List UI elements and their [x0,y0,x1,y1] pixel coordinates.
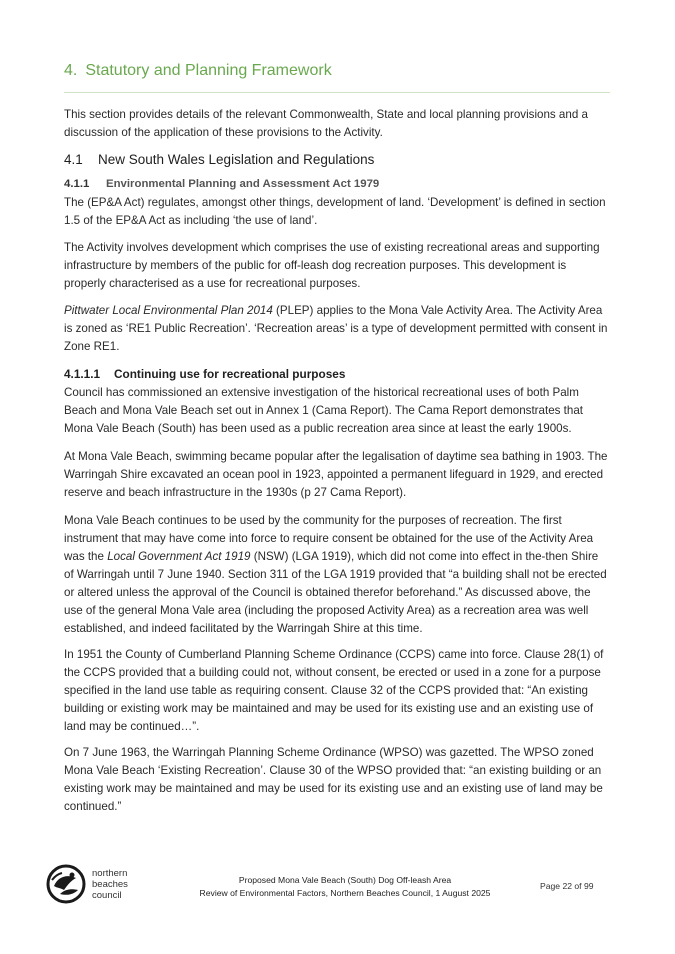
logo-line-council: council [92,890,122,901]
section-number: 4. [64,62,78,79]
paragraph-wpso: On 7 June 1963, the Warringah Planning Scheme Ordinance (WPSO) was gazetted. The WPSO zoned Mona Vale Beach ‘Existing Recreation’. Clause 30 of the WPSO provided that: “an existing building or an existing work may be maintained and may be used for its existing use and an existing use of land may be continued.” [64,746,603,813]
paragraph-activity-development: The Activity involves development which comprises the use of existing recreational areas and supporting infrastructure by members of the public for off-leash dog recreation purposes. This development is properly characterised as a use for recreational purposes. [64,241,600,290]
paragraph-heading-number: 4.1.1.1 [64,367,101,381]
subsection-number: 4.1 [64,152,83,167]
subsubsection-heading [64,178,379,190]
footer-logo-text [92,868,128,901]
paragraph-cama-report: Council has commissioned an extensive investigation of the historical recreational uses of both Palm Beach and Mona Vale Beach set out in Annex 1 (Cama Report). The Cama Report demonstrates that Mona Vale Beach (South) has been used as a public recreation area since at least the early 1900s. [64,386,584,435]
lga-text-a: Mona Vale Beach continues to be used by the community for the purposes of recreation. The first instrument that may have come into force to require consent be obtained for the use of the Activity Area was the [64,514,594,563]
paragraph-swimming-history: At Mona Vale Beach, swimming became popular after the legalisation of daytime sea bathing in 1903. The Warringah Shire excavated an ocean pool in 1923, appointed a permanent lifeguard in 1929, and erected reserve and beach infrastructure in the 1930s (p 27 Cama Report). [64,450,608,499]
footer-title [180,874,510,900]
paragraph-heading [64,367,345,381]
paragraph-epa-act: The (EP&A Act) regulates, amongst other things, development of land. ‘Development’ is defined in section 1.5 of the EP&A Act as including ‘the use of land’. [64,196,606,227]
footer-line-1: Proposed Mona Vale Beach (South) Dog Off-leash Area [238,875,452,885]
subsection-title: New South Wales Legislation and Regulations [98,152,375,167]
northern-beaches-emblem-icon [46,864,86,904]
subsubsection-title: Environmental Planning and Assessment Act 1979 [106,178,380,190]
section-intro: This section provides details of the relevant Commonwealth, State and local planning provisions and a discussion of the application of these provisions to the Activity. [64,108,588,139]
paragraph-plep [64,302,610,356]
section-title: Statutory and Planning Framework [85,62,332,79]
section-heading [64,62,332,80]
lga-title: Local Government Act 1919 [107,550,251,563]
logo-line-beaches: beaches [92,879,128,890]
subsubsection-number: 4.1.1 [64,178,90,190]
section-divider [64,92,610,93]
paragraph-heading-title: Continuing use for recreational purposes [114,367,346,381]
page-number: Page 22 of 99 [540,881,594,891]
paragraph-lga-1919 [64,512,610,638]
paragraph-ccps: In 1951 the County of Cumberland Planning Scheme Ordinance (CCPS) came into force. Clause 28(1) of the CCPS provided that a building could not, without consent, be erected or used in a zone for a purpose specified in the land use table as requiring consent. Clause 32 of the CCPS provided that: “An existing building or existing work may be maintained and may be used for its existing use and an existing use of land may be continued…”. [64,648,604,733]
plep-text: (PLEP) applies to the Mona Vale Activity Area. The Activity Area is zoned as ‘RE1 Public Recreation’. ‘Recreation areas’ is a type of development permitted with consent in Zone RE1. [64,304,608,353]
subsection-heading [64,152,374,167]
lga-text-b: (NSW) (LGA 1919), which did not come into effect in the-then Shire of Warringah until 7 June 1940. Section 311 of the LGA 1919 provided that “a building shall not be erected or altered unless the approval of the Council is obtained therefor beforehand.” As discussed above, the use of the general Mona Vale area (including the proposed Activity Area) as a recreation area was well established, and indeed facilitated by the Warringah Shire at this time. [64,550,607,635]
logo-line-northern: northern [92,868,128,879]
plep-title: Pittwater Local Environmental Plan 2014 [64,304,273,317]
footer-line-2: Review of Environmental Factors, Northern Beaches Council, 1 August 2025 [199,888,491,898]
